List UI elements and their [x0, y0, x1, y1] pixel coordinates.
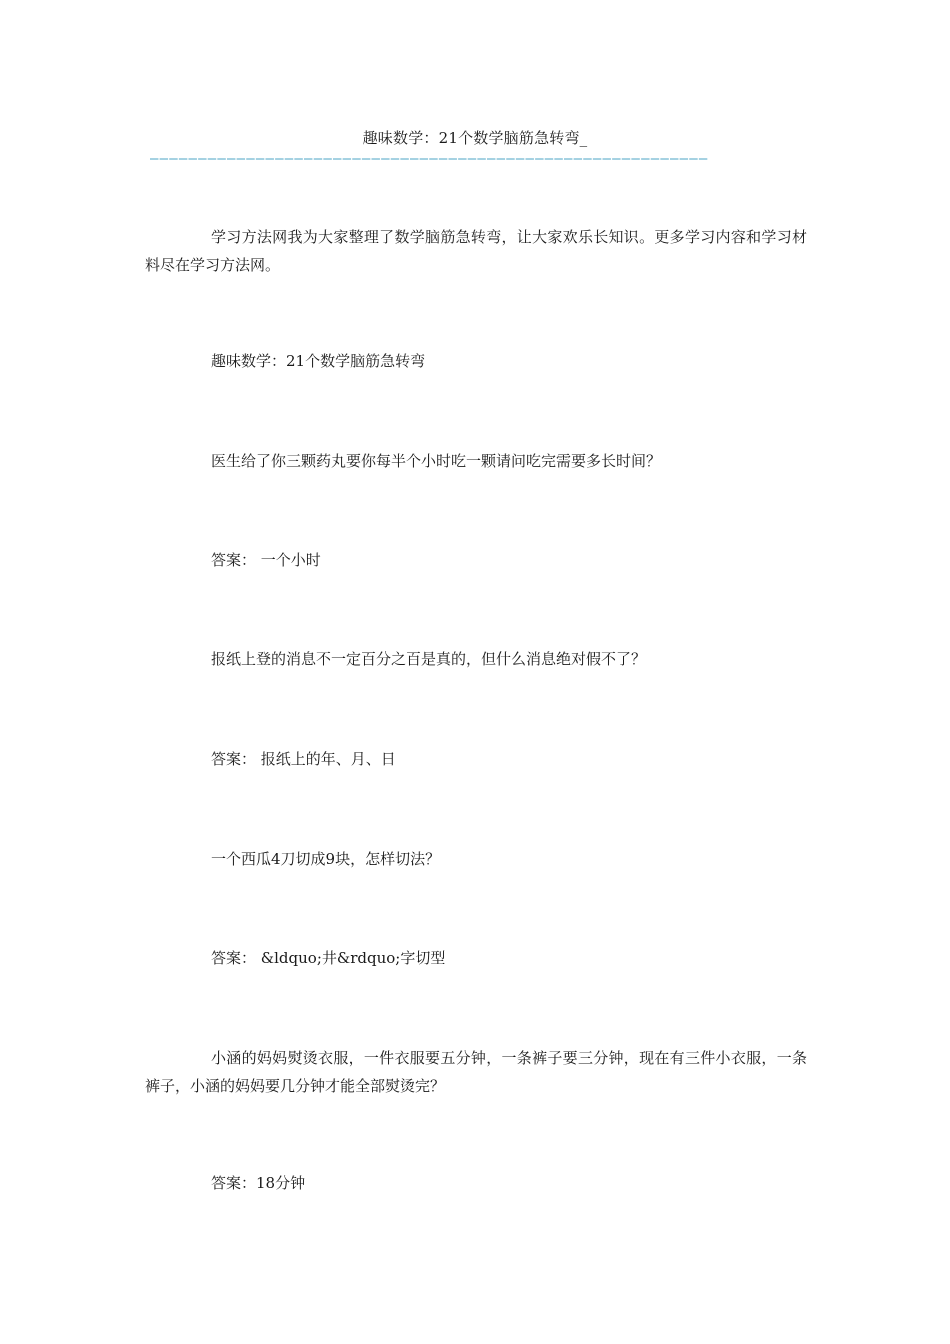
question-1: 医生给了你三颗药丸要你每半个小时吃一颗请问吃完需要多长时间？	[211, 452, 662, 470]
answer-3: 答案： &ldquo;井&rdquo;字切型	[211, 949, 446, 967]
intro-paragraph: 学习方法网我为大家整理了数学脑筋急转弯，让大家欢乐长知识。更多学习内容和学习材料尽在学习方法网。	[145, 228, 807, 274]
answer-1: 答案： 一个小时	[211, 551, 321, 569]
document-title: 趣味数学：21个数学脑筋急转弯_	[362, 129, 588, 147]
answer-4: 答案：18分钟	[211, 1174, 306, 1192]
section-heading: 趣味数学：21个数学脑筋急转弯	[211, 352, 426, 370]
question-4: 小涵的妈妈熨烫衣服，一件衣服要五分钟，一条裤子要三分钟，现在有三件小衣服，一条裤子，小涵的妈妈要几分钟才能全部熨烫完？	[145, 1049, 807, 1095]
title-divider: ——————————————————————————————————————————————————————————	[150, 152, 709, 166]
question-3: 一个西瓜4刀切成9块，怎样切法？	[211, 850, 441, 868]
answer-2: 答案： 报纸上的年、月、日	[211, 750, 396, 768]
question-2: 报纸上登的消息不一定百分之百是真的，但什么消息绝对假不了？	[211, 650, 647, 668]
